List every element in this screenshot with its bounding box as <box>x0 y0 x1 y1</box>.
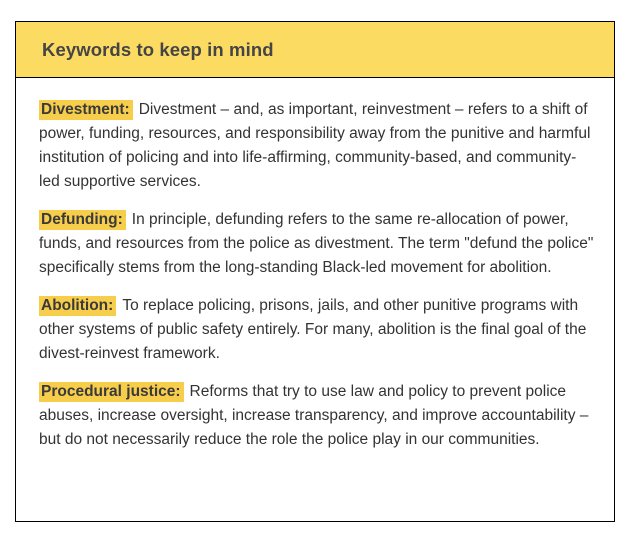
page-title: Keywords to keep in mind <box>42 38 274 60</box>
keyword-definition: Divestment – and, as important, reinvestment – refers to a shift of power, funding, resources, and responsibility away from the punitive and harmful institution of policing and into life-affirming, community-based, and community-led supportive services. <box>39 101 591 190</box>
keyword-paragraph <box>39 208 594 280</box>
keywords-card <box>15 21 615 522</box>
keyword-paragraph <box>39 294 594 366</box>
keyword-paragraph <box>39 98 594 194</box>
keyword-definition: In principle, defunding refers to the same re-allocation of power, funds, and resources from the police as divestment. The term "defund the police" specifically stems from the long-standing Black-led movement for abolition. <box>39 211 594 276</box>
keyword-definition: To replace policing, prisons, jails, and other punitive programs with other systems of public safety entirely. For many, abolition is the final goal of the divest-reinvest framework. <box>39 297 587 362</box>
keyword-term-highlight: Divestment: <box>39 100 133 120</box>
keywords-list <box>16 78 614 452</box>
keyword-definition: Reforms that try to use law and policy to prevent police abuses, increase oversight, increase transparency, and improve accountability – but do not necessarily reduce the role the police play in our communities. <box>39 383 589 448</box>
keyword-term-highlight: Procedural justice: <box>39 382 184 402</box>
keyword-term-highlight: Abolition: <box>39 296 116 316</box>
keyword-term-highlight: Defunding: <box>39 210 126 230</box>
keywords-card-header <box>16 22 614 78</box>
keyword-paragraph <box>39 380 594 452</box>
